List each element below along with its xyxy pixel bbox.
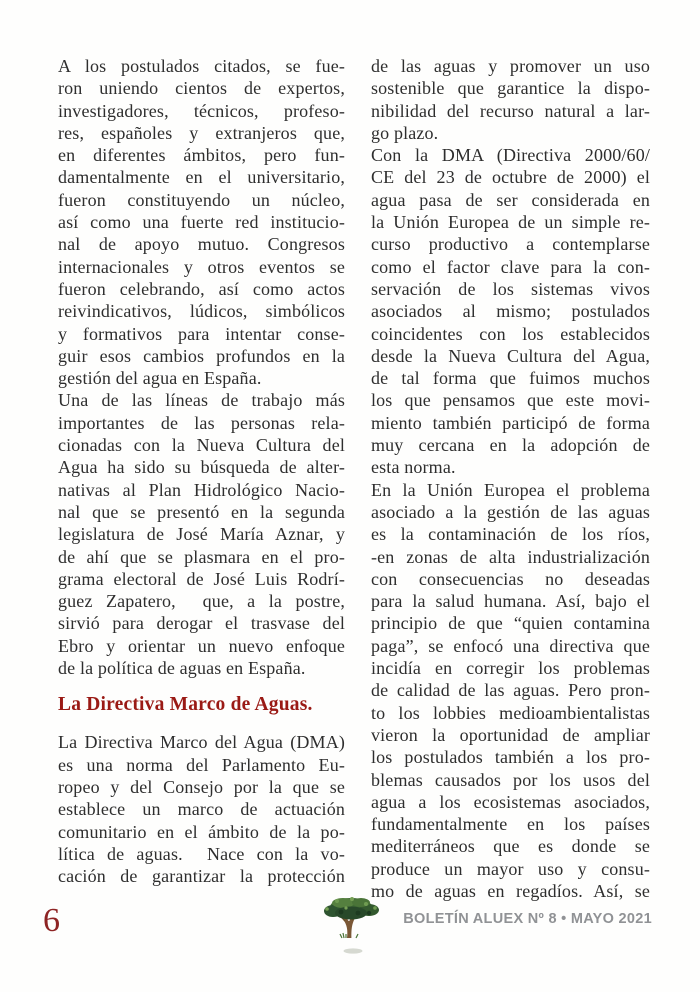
text-line: y formativos para intentar conse- [58,323,345,344]
text-line: guez Zapatero, que, a la postre, [58,591,345,612]
text-line: con consecuencias no deseadas [371,568,650,589]
text-line: miento también participó de forma [371,412,650,433]
page-number: 6 [43,902,60,939]
text-line: los que pensamos que este movi- [371,390,650,411]
text-line: CE del 23 de octubre de 2000) el [371,167,650,188]
text-line: comunitario en el ámbito de la po- [58,821,345,842]
text-line: establece un marco de actuación [58,799,345,820]
text-line: agua a los ecosistemas asociados, [371,791,650,812]
text-line: A los postulados citados, se fue- [58,56,345,76]
text-line: así como una fuerte red institucio- [58,212,345,233]
text-line: agua pasa de ser considerada en [371,189,650,210]
text-line: blemas causados por los usos del [371,769,650,790]
text-line: es una norma del Parlamento Eu- [58,754,345,775]
text-line: de las aguas y promover un uso [371,56,650,76]
text-line: cación de garantizar la protección [58,866,345,887]
page-footer [0,902,700,992]
text-line: mediterráneos que es donde se [371,836,650,857]
text-line: de ahí que se plasmara en el pro- [58,546,345,567]
tree-logo-icon [322,895,380,957]
text-line: sirvió para derogar el trasvase del [58,613,345,634]
text-line: damentalmente en el universitario, [58,167,345,188]
text-line: -en zonas de alta industrialización [371,546,650,567]
text-line: principio de que “quien contamina [371,613,650,634]
text-line: como el factor clave para la con- [371,256,650,277]
left-column [58,55,345,887]
footer-issue-label: BOLETÍN ALUEX Nº 8 • MAYO 2021 [403,911,652,927]
text-line: nal que se presentó en la segunda [58,501,345,522]
text-line: nativas al Plan Hidrológico Nacio- [58,479,345,500]
text-line: nal de apoyo mutuo. Congresos [58,234,345,255]
text-line: los postulados también a los pro- [371,747,650,768]
text-line: En la Unión Europea el problema [371,479,650,500]
text-line: gestión del agua en España. [58,368,262,389]
text-line: importantes de las personas rela- [58,412,345,433]
text-line: asociado a la gestión de las aguas [371,501,650,522]
text-line: en diferentes ámbitos, pero fun- [58,145,345,166]
text-line: lítica de aguas. Nace con la vo- [58,843,345,864]
text-line: nibilidad del recurso natural a lar- [371,100,650,121]
text-line: servación de los sistemas vivos [371,278,650,299]
text-line: legislatura de José María Aznar, y [58,524,345,545]
text-line: La Directiva Marco del Agua (DMA) [58,732,345,753]
text-line: vieron la oportunidad de ampliar [371,724,650,745]
text-line: internacionales y otros eventos se [58,256,345,277]
text-line: reivindicativos, lúdicos, simbólicos [58,301,345,322]
text-line: investigadores, técnicos, profeso- [58,100,345,121]
text-line: guir esos cambios profundos en la [58,345,345,366]
text-line: ropeo y del Consejo por la que se [58,776,345,797]
text-line: esta norma. [371,457,456,478]
text-line: to los lobbies medioambientalistas [371,702,650,723]
text-line: coincidentes con los establecidos [371,323,650,344]
text-line: desde la Nueva Cultura del Agua, [371,345,650,366]
text-line: para la salud humana. Así, bajo el [371,591,650,612]
text-line: cionadas con la Nueva Cultura del [58,435,345,456]
text-line: es la contaminación de los ríos, [371,524,650,545]
text-line: incidía en corregir los problemas [371,658,650,679]
text-line: Una de las líneas de trabajo más [58,390,345,411]
text-line: go plazo. [371,122,439,143]
text-line: la Unión Europea de un simple re- [371,212,650,233]
text-line: Con la DMA (Directiva 2000/60/ [371,145,650,166]
text-line: curso productivo a contemplarse [371,234,650,255]
text-line: grama electoral de José Luis Rodrí- [58,568,345,589]
text-line: mo de aguas en regadíos. Así, se [371,880,650,901]
text-line: fueron celebrando, así como actos [58,278,345,299]
right-column [371,55,650,902]
text-line: Agua ha sido su búsqueda de alter- [58,457,345,478]
text-line: asociados al mismo; postulados [371,301,650,322]
text-line: Ebro y orientar un nuevo enfoque [58,635,345,656]
text-line: res, españoles y extranjeros que, [58,122,345,143]
text-line: produce un mayor uso y consu- [371,858,650,879]
text-line: fundamentalmente en los países [371,814,650,835]
text-line: de calidad de las aguas. Pero pron- [371,680,650,701]
text-line: fueron constituyendo un núcleo, [58,189,345,210]
text-line: de la política de aguas en España. [58,658,306,679]
text-line: ron uniendo cientos de expertos, [58,78,345,99]
section-heading: La Directiva Marco de Aguas. [58,694,313,716]
text-line: paga”, se enfocó una directiva que [371,635,650,656]
text-line: muy cercana en la adopción de [371,435,650,456]
text-line: sostenible que garantice la dispo- [371,78,650,99]
text-line: de tal forma que fuimos muchos [371,368,650,389]
